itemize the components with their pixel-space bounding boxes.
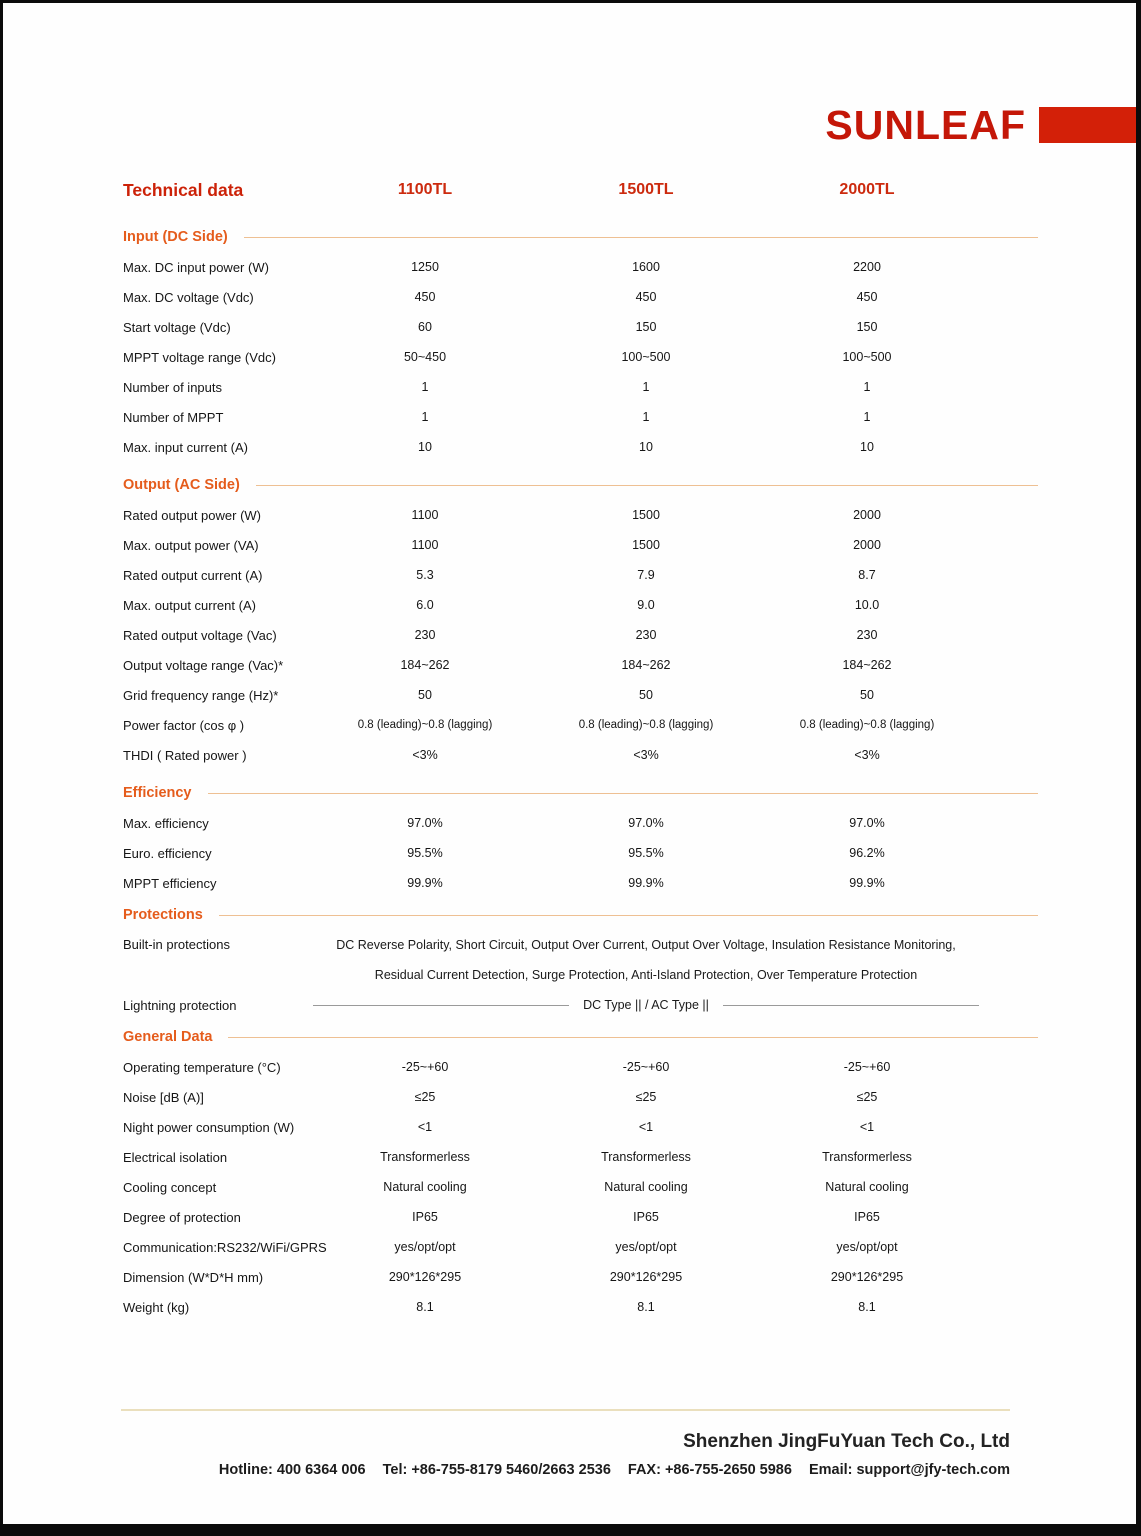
section-title: Input (DC Side) <box>123 229 228 245</box>
lightning-protection-value-wrap <box>313 990 979 1020</box>
row-value: 150 <box>635 320 657 334</box>
section-divider <box>256 485 1038 486</box>
row-value: 9.0 <box>637 598 655 612</box>
row-label: Weight (kg) <box>123 1299 190 1315</box>
row-value: 97.0% <box>628 816 664 830</box>
row-value: 2200 <box>853 260 881 274</box>
row-value: 184~262 <box>400 658 450 672</box>
dash-line <box>723 1005 979 1006</box>
row-value: 1 <box>421 380 429 394</box>
section-divider <box>228 1037 1038 1038</box>
table-row <box>123 590 1038 620</box>
row-label: Euro. efficiency <box>123 845 212 861</box>
table-row <box>123 372 1038 402</box>
row-value: 8.1 <box>637 1300 655 1314</box>
row-value: IP65 <box>633 1210 659 1224</box>
row-value: 50 <box>639 688 653 702</box>
section-header <box>123 907 1038 923</box>
table-row <box>123 530 1038 560</box>
row-label: Lightning protection <box>123 997 237 1013</box>
logo-row <box>3 99 1136 151</box>
row-value: 96.2% <box>849 846 885 860</box>
row-value: 60 <box>418 320 432 334</box>
row-value: 184~262 <box>842 658 892 672</box>
row-value: 1 <box>863 410 871 424</box>
table-row <box>123 282 1038 312</box>
email-text: Email: support@jfy-tech.com <box>808 1462 1010 1478</box>
table-row <box>123 868 1038 898</box>
table-row <box>123 312 1038 342</box>
row-label: Degree of protection <box>123 1209 241 1225</box>
row-value: 95.5% <box>407 846 443 860</box>
row-value: Transformerless <box>822 1150 912 1164</box>
row-label: Rated output current (A) <box>123 567 263 583</box>
row-value: 1 <box>863 380 871 394</box>
row-value: 230 <box>414 628 436 642</box>
row-value: 0.8 (leading)~0.8 (lagging) <box>799 719 935 731</box>
row-value: 230 <box>856 628 878 642</box>
row-value: 100~500 <box>842 350 892 364</box>
row-value: yes/opt/opt <box>394 1240 456 1254</box>
row-value: 1600 <box>632 260 660 274</box>
footer <box>121 1409 1010 1478</box>
section-title: General Data <box>123 1029 213 1045</box>
table-row <box>123 740 1038 770</box>
row-value: 290*126*295 <box>609 1270 683 1284</box>
tel-text: Tel: +86-755-8179 5460/2663 2536 <box>382 1462 611 1478</box>
company-name: Shenzhen JingFuYuan Tech Co., Ltd <box>683 1431 1010 1452</box>
section-divider <box>219 915 1038 916</box>
table-row <box>123 1292 1038 1322</box>
row-value: Transformerless <box>601 1150 691 1164</box>
section-protections <box>123 907 1038 1020</box>
builtin-protections-text <box>313 930 979 990</box>
row-value: ≤25 <box>856 1090 878 1104</box>
row-value: 2000 <box>853 508 881 522</box>
table-row <box>123 710 1038 740</box>
row-label: THDI ( Rated power ) <box>123 747 247 763</box>
column-header-2000tl: 2000TL <box>839 181 895 198</box>
row-value: 8.1 <box>858 1300 876 1314</box>
page-title: Technical data <box>123 179 244 200</box>
row-value: 1500 <box>632 508 660 522</box>
brand-logo: SUNLEAF <box>825 101 1026 148</box>
row-value: <1 <box>859 1120 875 1134</box>
row-value: 150 <box>856 320 878 334</box>
row-label: MPPT voltage range (Vdc) <box>123 349 276 365</box>
section-title: Output (AC Side) <box>123 477 240 493</box>
row-value: <3% <box>633 748 659 762</box>
row-label: Rated output power (W) <box>123 507 262 523</box>
contact-line <box>121 1462 1010 1478</box>
row-value: -25~+60 <box>401 1060 449 1074</box>
table-row <box>123 650 1038 680</box>
row-label: Noise [dB (A)] <box>123 1089 204 1105</box>
column-header-1500tl: 1500TL <box>618 181 674 198</box>
row-value: 1 <box>642 410 650 424</box>
row-value: 0.8 (leading)~0.8 (lagging) <box>357 719 493 731</box>
row-value: <1 <box>638 1120 654 1134</box>
column-header-1100tl: 1100TL <box>397 181 453 198</box>
builtin-protections-row <box>123 930 1038 990</box>
row-label: Output voltage range (Vac)* <box>123 657 284 673</box>
table-row <box>123 1082 1038 1112</box>
row-label: Start voltage (Vdc) <box>123 319 231 335</box>
table-row <box>123 560 1038 590</box>
row-value: 50~450 <box>403 350 447 364</box>
row-value: -25~+60 <box>622 1060 670 1074</box>
section-general-data <box>123 1029 1038 1322</box>
row-value: yes/opt/opt <box>615 1240 677 1254</box>
row-value: 95.5% <box>628 846 664 860</box>
table-row <box>123 432 1038 462</box>
row-value: 184~262 <box>621 658 671 672</box>
fax-text: FAX: +86-755-2650 5986 <box>627 1462 792 1478</box>
row-value: 6.0 <box>416 598 434 612</box>
table-row <box>123 1052 1038 1082</box>
table-row <box>123 252 1038 282</box>
row-label: Max. output power (VA) <box>123 537 259 553</box>
row-label: Operating temperature (°C) <box>123 1059 281 1075</box>
row-value: 97.0% <box>849 816 885 830</box>
row-label: Night power consumption (W) <box>123 1119 295 1135</box>
row-value: 0.8 (leading)~0.8 (lagging) <box>578 719 714 731</box>
row-label: Grid frequency range (Hz)* <box>123 687 279 703</box>
row-value: 99.9% <box>628 876 664 890</box>
row-label: Max. DC voltage (Vdc) <box>123 289 254 305</box>
row-label: Power factor (cos φ ) <box>123 717 245 733</box>
row-value: IP65 <box>854 1210 880 1224</box>
section-input-dc <box>123 229 1038 462</box>
lightning-protection-row <box>123 990 1038 1020</box>
row-value: 1 <box>642 380 650 394</box>
row-value: 100~500 <box>621 350 671 364</box>
row-value: 1500 <box>632 538 660 552</box>
row-label: Max. input current (A) <box>123 439 248 455</box>
table-row <box>123 1202 1038 1232</box>
row-label: Max. output current (A) <box>123 597 256 613</box>
table-row <box>123 342 1038 372</box>
row-value: ≤25 <box>635 1090 657 1104</box>
row-value: 5.3 <box>416 568 434 582</box>
row-value: 10 <box>860 440 874 454</box>
builtin-protections-line2: Residual Current Detection, Surge Protection, Anti-Island Protection, Over Temperature Protection <box>374 968 918 982</box>
row-label: MPPT efficiency <box>123 875 217 891</box>
table-row <box>123 1232 1038 1262</box>
row-value: 10.0 <box>854 598 880 612</box>
section-title: Efficiency <box>123 785 192 801</box>
table-header-row <box>123 177 1038 203</box>
spec-table <box>123 177 1038 1322</box>
row-label: Max. DC input power (W) <box>123 259 269 275</box>
row-value: 290*126*295 <box>830 1270 904 1284</box>
row-value: Natural cooling <box>383 1180 467 1194</box>
row-value: 450 <box>856 290 878 304</box>
row-label: Rated output voltage (Vac) <box>123 627 277 643</box>
row-value: 1250 <box>411 260 439 274</box>
row-value: 290*126*295 <box>388 1270 462 1284</box>
section-divider <box>244 237 1038 238</box>
row-value: yes/opt/opt <box>836 1240 898 1254</box>
section-output-ac <box>123 477 1038 770</box>
table-row <box>123 1112 1038 1142</box>
section-efficiency <box>123 785 1038 898</box>
table-row <box>123 1262 1038 1292</box>
row-value: Natural cooling <box>825 1180 909 1194</box>
table-row <box>123 838 1038 868</box>
row-value: 50 <box>860 688 874 702</box>
row-value: 8.1 <box>416 1300 434 1314</box>
row-value: 10 <box>639 440 653 454</box>
row-value: 50 <box>418 688 432 702</box>
table-row <box>123 402 1038 432</box>
row-value: 97.0% <box>407 816 443 830</box>
row-label: Built-in protections <box>123 937 230 952</box>
row-value: <1 <box>417 1120 433 1134</box>
row-value: 7.9 <box>637 568 655 582</box>
row-label: Electrical isolation <box>123 1149 228 1165</box>
table-row <box>123 808 1038 838</box>
row-value: 99.9% <box>849 876 885 890</box>
row-value: 1 <box>421 410 429 424</box>
table-row <box>123 620 1038 650</box>
builtin-protections-line1: DC Reverse Polarity, Short Circuit, Output Over Current, Output Over Voltage, Insulation Resistance Monitoring, <box>336 938 956 952</box>
row-value: 450 <box>635 290 657 304</box>
lightning-protection-value: DC Type || / AC Type || <box>583 998 709 1012</box>
row-label: Number of inputs <box>123 379 222 395</box>
row-label: Communication:RS232/WiFi/GPRS <box>123 1239 327 1255</box>
table-row <box>123 680 1038 710</box>
footer-divider <box>121 1409 1010 1411</box>
row-label: Number of MPPT <box>123 409 224 425</box>
section-header <box>123 785 1038 801</box>
row-value: 8.7 <box>858 568 876 582</box>
brand-red-block <box>1039 107 1136 143</box>
row-value: <3% <box>854 748 880 762</box>
row-value: 1100 <box>411 538 439 552</box>
dash-line <box>313 1005 569 1006</box>
row-label: Dimension (W*D*H mm) <box>123 1269 264 1285</box>
row-value: 230 <box>635 628 657 642</box>
row-value: 1100 <box>411 508 439 522</box>
row-value: Transformerless <box>380 1150 470 1164</box>
section-header <box>123 229 1038 245</box>
hotline-text: Hotline: 400 6364 006 <box>218 1462 366 1478</box>
row-value: <3% <box>412 748 438 762</box>
row-label: Cooling concept <box>123 1179 217 1195</box>
section-header <box>123 1029 1038 1045</box>
row-value: 450 <box>414 290 436 304</box>
row-value: -25~+60 <box>843 1060 891 1074</box>
row-value: Natural cooling <box>604 1180 688 1194</box>
table-row <box>123 1172 1038 1202</box>
row-label: Max. efficiency <box>123 815 209 831</box>
row-value: 10 <box>418 440 432 454</box>
row-value: 2000 <box>853 538 881 552</box>
table-row <box>123 500 1038 530</box>
section-header <box>123 477 1038 493</box>
row-value: ≤25 <box>414 1090 436 1104</box>
section-title: Protections <box>123 907 203 923</box>
section-divider <box>208 793 1039 794</box>
row-value: IP65 <box>412 1210 438 1224</box>
table-row <box>123 1142 1038 1172</box>
row-value: 99.9% <box>407 876 443 890</box>
